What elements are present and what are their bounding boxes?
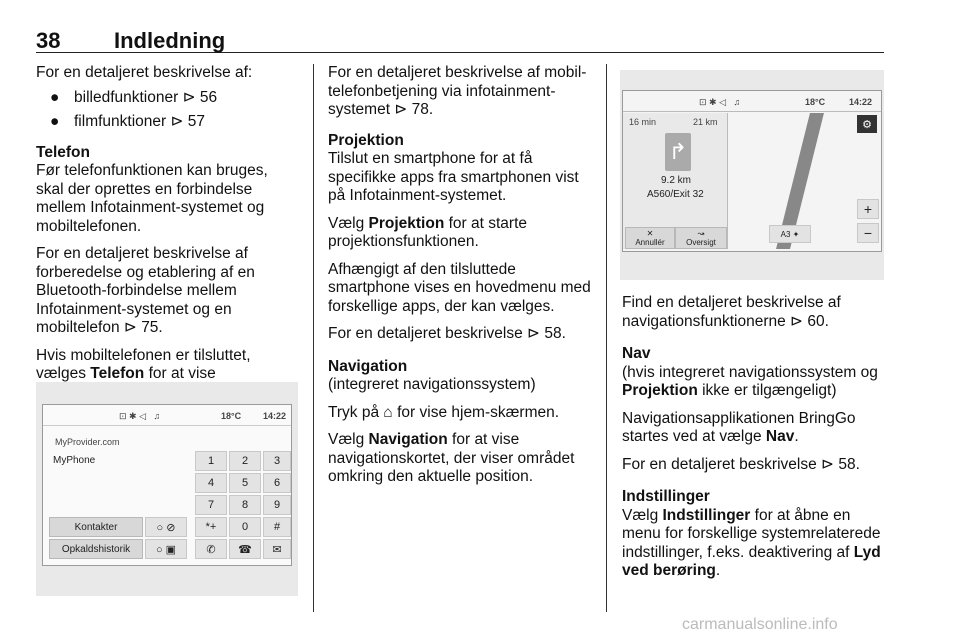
handsfree-icon[interactable]: ○ ▣	[145, 539, 187, 559]
section-heading-navigation: Navigation	[328, 357, 408, 375]
paragraph: For en detaljeret beskrivelse af forberedelse og etablering af en Bluetooth-forbindelse mellem Infotainment-systemet og en mobiltelefon ⊳ 75.	[36, 245, 255, 336]
page-number: 38	[36, 28, 61, 53]
exit-name: A560/Exit 32	[647, 189, 704, 200]
cancel-button[interactable]: ✕ Annullér	[625, 227, 675, 249]
key-star[interactable]: *+	[195, 517, 227, 537]
column-divider	[606, 64, 607, 612]
next-distance: 9.2 km	[661, 175, 692, 186]
zoom-in-button[interactable]: +	[857, 199, 879, 219]
paragraph: Tryk på ⌂ for vise hjem-skærmen.	[328, 403, 560, 421]
route-icon: ↝	[697, 229, 705, 238]
mute-icon[interactable]: ○ ⊘	[145, 517, 187, 537]
road-label: A3 ✦	[769, 225, 811, 243]
turn-arrow-icon: ↱	[665, 133, 691, 171]
contacts-button[interactable]: Kontakter	[49, 517, 143, 537]
paragraph: Vælg Indstillinger for at åbne en menu for forskellige systemrelaterede indstillinger, f.eks. deaktivering af Lyd ved berøring.	[622, 506, 881, 579]
voicemail-icon[interactable]: ✉	[263, 539, 291, 559]
total-distance: 21 km	[693, 117, 718, 127]
paragraph: (integreret navigationssystem)	[328, 376, 536, 393]
temperature: 18°C	[221, 411, 242, 421]
temperature: 18°C	[805, 97, 826, 107]
bullet-item: ● filmfunktioner ⊳ 57	[50, 113, 206, 130]
paragraph: For en detaljeret beskrivelse ⊳ 58.	[328, 325, 566, 342]
paragraph: Vælg Projektion for at starte projektionsfunktionen.	[328, 214, 528, 250]
overview-button[interactable]: ↝ Oversigt	[675, 227, 727, 249]
section-heading-indstillinger: Indstillinger	[622, 488, 710, 505]
bullet-item: ● billedfunktioner ⊳ 56	[50, 88, 218, 106]
column-1	[36, 64, 298, 411]
settings-icon[interactable]: ⚙	[857, 115, 877, 133]
column-2	[328, 64, 592, 496]
eta: 16 min	[629, 117, 657, 127]
paragraph: Find en detaljeret beskrivelse af navigationsfunktionerne ⊳ 60.	[622, 294, 841, 330]
clock: 14:22	[263, 411, 287, 421]
key-9[interactable]: 9	[263, 495, 291, 515]
paragraph: Vælg Navigation for at vise navigationskortet, der viser området omkring den aktuelle position.	[328, 431, 575, 485]
paragraph: Hvis mobiltelefonen er tilsluttet, vælges Telefon for at vise	[36, 346, 251, 382]
page-title: Indledning	[114, 28, 226, 53]
key-4[interactable]: 4	[195, 473, 227, 493]
paragraph: Navigationsapplikationen BringGo startes ved at vælge Nav.	[622, 409, 856, 445]
call-icon[interactable]: ✆	[195, 539, 227, 559]
device-name: MyPhone	[53, 455, 96, 466]
provider-name: MyProvider.com	[55, 437, 120, 447]
key-0[interactable]: 0	[229, 517, 261, 537]
paragraph: For en detaljeret beskrivelse af mobil-telefonbetjening via infotainment-systemet ⊳ 78.	[328, 64, 587, 118]
key-6[interactable]: 6	[263, 473, 291, 493]
key-5[interactable]: 5	[229, 473, 261, 493]
column-divider	[313, 64, 314, 612]
key-2[interactable]: 2	[229, 451, 261, 471]
home-icon: ⌂	[383, 403, 393, 421]
key-1[interactable]: 1	[195, 451, 227, 471]
navigation-screenshot	[620, 70, 884, 280]
column-3	[622, 294, 886, 590]
key-3[interactable]: 3	[263, 451, 291, 471]
watermark: carmanualsonline.info	[682, 616, 838, 633]
close-icon: ✕	[646, 229, 654, 238]
section-heading-telefon: Telefon	[36, 143, 90, 161]
paragraph: For en detaljeret beskrivelse ⊳ 58.	[622, 455, 860, 473]
page-header	[36, 26, 884, 53]
paragraph: Tilslut en smartphone for at få specifikke apps fra smartphonen vist på Infotainment-systemet.	[328, 150, 579, 204]
hangup-icon[interactable]: ☎	[229, 539, 261, 559]
paragraph: Før telefonfunktionen kan bruges, skal der oprettes en forbindelse mellem Infotainment-systemet og mobiltelefonen.	[36, 162, 268, 235]
key-7[interactable]: 7	[195, 495, 227, 515]
intro-text: For en detaljeret beskrivelse af:	[36, 64, 253, 81]
section-heading-nav: Nav	[622, 345, 651, 362]
key-8[interactable]: 8	[229, 495, 261, 515]
status-icons: ⊡ ✱ ◁ ♫	[119, 411, 161, 421]
phone-screenshot	[36, 382, 298, 596]
clock: 14:22	[849, 97, 873, 107]
section-heading-projektion: Projektion	[328, 131, 404, 149]
paragraph: (hvis integreret navigationssystem og Projektion ikke er tilgængeligt)	[622, 363, 878, 399]
call-history-button[interactable]: Opkaldshistorik	[49, 539, 143, 559]
zoom-out-button[interactable]: −	[857, 223, 879, 243]
key-hash[interactable]: #	[263, 517, 291, 537]
paragraph: Afhængigt af den tilsluttede smartphone vises en hovedmenu med forskellige apps, der kan vælges.	[328, 260, 591, 315]
status-icons: ⊡ ✱ ◁ ♫	[699, 97, 741, 107]
